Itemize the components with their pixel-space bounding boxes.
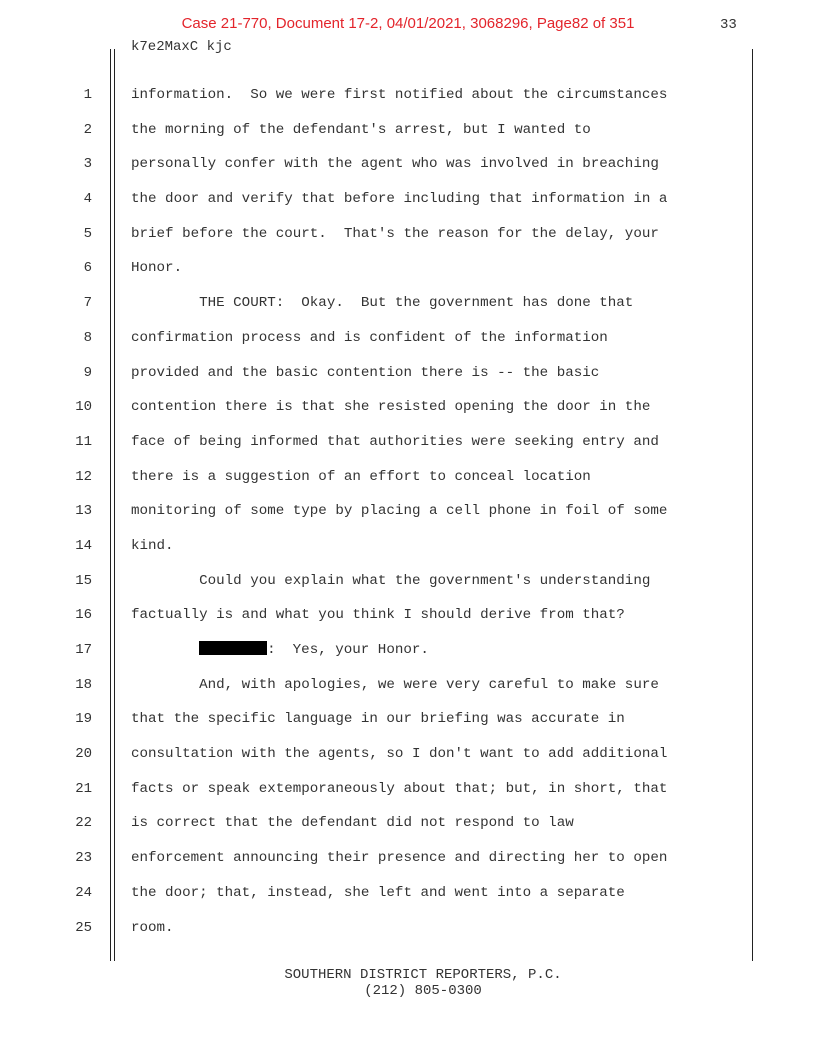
transcript-line: room.: [131, 919, 174, 936]
line-number: 23: [75, 850, 92, 867]
line-number: 18: [75, 676, 92, 693]
transcript-body: [131, 84, 761, 951]
transcript-line: confirmation process and is confident of the information: [131, 329, 608, 346]
line-number-column: [60, 84, 92, 951]
transcript-line: the morning of the defendant's arrest, but I wanted to: [131, 121, 591, 138]
transcript-line: that the specific language in our briefing was accurate in: [131, 711, 625, 728]
footer: [0, 967, 816, 999]
file-code: k7e2MaxC kjc: [131, 39, 232, 55]
line-number: 12: [75, 468, 92, 485]
line-number: 17: [75, 642, 92, 658]
line-number: 21: [75, 780, 92, 797]
line-number: 7: [83, 295, 92, 312]
transcript-line: information. So we were first notified about the circumstances: [131, 87, 668, 103]
transcript-line: THE COURT: Okay. But the government has done that: [131, 295, 634, 312]
line-number: 22: [75, 815, 92, 832]
transcript-line-redacted-speaker: [131, 639, 761, 674]
transcript-line: And, with apologies, we were very careful to make sure: [131, 676, 659, 693]
line-number: 16: [75, 607, 92, 624]
left-margin-rule-inner: [114, 49, 115, 961]
line-number: 6: [83, 260, 92, 277]
transcript-line: provided and the basic contention there is -- the basic: [131, 364, 600, 381]
line-number: 14: [75, 537, 92, 554]
transcript-line: the door; that, instead, she left and went into a separate: [131, 884, 625, 901]
transcript-line: Honor.: [131, 260, 183, 277]
transcript-line: factually is and what you think I should derive from that?: [131, 607, 625, 624]
transcript-line: enforcement announcing their presence and directing her to open: [131, 850, 668, 867]
line-number: 1: [83, 87, 92, 103]
left-margin-rule-outer: [110, 49, 111, 961]
footer-phone: (212) 805-0300: [364, 983, 482, 999]
line-number: 2: [83, 121, 92, 138]
transcript-line: contention there is that she resisted opening the door in the: [131, 399, 651, 416]
transcript-line: brief before the court. That's the reason for the delay, your: [131, 225, 659, 242]
transcript-line: Could you explain what the government's understanding: [131, 572, 651, 589]
transcript-line: kind.: [131, 537, 174, 554]
line-number: 5: [83, 225, 92, 242]
transcript-line: is correct that the defendant did not respond to law: [131, 815, 574, 832]
line-number: 8: [83, 329, 92, 346]
line-number: 11: [75, 433, 92, 450]
page-number: 33: [720, 17, 737, 33]
line-number: 10: [75, 399, 92, 416]
transcript-line-text: : Yes, your Honor.: [267, 642, 429, 658]
transcript-line: the door and verify that before including that information in a: [131, 191, 668, 208]
transcript-line: personally confer with the agent who was involved in breaching: [131, 156, 659, 173]
transcript-line: there is a suggestion of an effort to conceal location: [131, 468, 591, 485]
line-number: 20: [75, 746, 92, 763]
transcript-line: face of being informed that authorities were seeking entry and: [131, 433, 659, 450]
transcript-line: facts or speak extemporaneously about that; but, in short, that: [131, 780, 668, 797]
line-number: 24: [75, 884, 92, 901]
case-header: Case 21-770, Document 17-2, 04/01/2021, 3068296, Page82 of 351: [181, 15, 635, 32]
line-number: 13: [75, 503, 92, 520]
redaction-box: [199, 641, 267, 655]
footer-reporter-name: SOUTHERN DISTRICT REPORTERS, P.C.: [284, 967, 562, 983]
line-number: 25: [75, 919, 92, 936]
line-number: 9: [83, 364, 92, 381]
transcript-line: consultation with the agents, so I don't want to add additional: [131, 746, 668, 763]
transcript-line: monitoring of some type by placing a cell phone in foil of some: [131, 503, 668, 520]
line-number: 19: [75, 711, 92, 728]
line-number: 3: [83, 156, 92, 173]
line-number: 4: [83, 191, 92, 208]
line-number: 15: [75, 572, 92, 589]
